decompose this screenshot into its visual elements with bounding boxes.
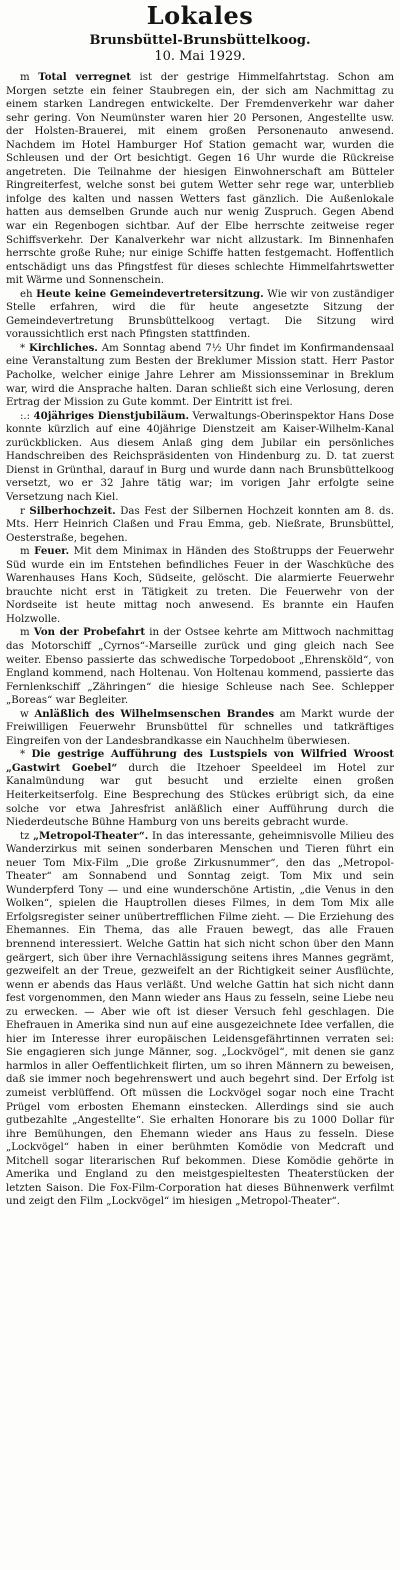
article-kicker: :.: bbox=[20, 410, 31, 422]
article-kicker: w bbox=[20, 708, 29, 720]
article-gastwirt-goebel bbox=[6, 748, 394, 829]
article-kicker: r bbox=[20, 505, 25, 517]
article-text: in der Ostsee kehrte am Mittwoch nachmittag das Motorschiff „Cyrnos“-Marseille zurück und ging gleich nach See weiter. Ebenso passierte das schwedische Torpedoboot „Ehrensköld“, von England kommend, nach Holtenau. Von Holtenau kommend, passierte das Fernlenkschiff „Zähringen“ die hiesige Schleuse nach See. Schlepper „Boreas“ war Begleiter. bbox=[6, 627, 394, 707]
articles-column bbox=[6, 71, 394, 1209]
article-feuer bbox=[6, 545, 394, 626]
article-metropol-theater bbox=[6, 830, 394, 1209]
article-total-verregnet bbox=[6, 71, 394, 288]
article-headline: Feuer. bbox=[34, 545, 70, 558]
article-text: Wie wir von zuständiger Stelle erfahren, wird die für heute angesetzte Sitzung der Gemeindevertretung Brunsbüttelkoog vertagt. Die Sitzung wird voraussichtlich erst nach Pfingsten stattfinden. bbox=[6, 288, 394, 341]
article-headline: Von der Probefahrt bbox=[33, 626, 146, 639]
article-kicker: tz bbox=[20, 830, 30, 842]
article-text: ist der gestrige Himmelfahrtstag. Schon am Morgen setzte ein feiner Staubregen ein, der sich am Nachmittag zu einem starken Landregen entwickelte. Der Fremdenverkehr war daher sehr gering. Von Neumünster waren hier 20 Personen, Angestellte usw. der Holsten-Brauerei, mit einem großen Personenauto anwesend. Nachdem im Hotel Hamburger Hof Station gemacht war, wurden die Schleusen und der Ort besichtigt. Gegen 16 Uhr wurde die Rückreise angetreten. Die Teilnahme der hiesigen Einwohnerschaft am Bütteler Ringreiterfest, welche sonst bei gutem Wetter sehr rege war, unterblieb infolge des kalten und nassen Wetters fast gänzlich. Die Außenlokale hatten aus demselben Grunde auch nur wenig Zuspruch. Gegen Abend war ein Regenbogen sichtbar. Auf der Elbe herrschte zeitweise reger Schiffsverkehr. Der Kanalverkehr war nicht allzustark. Im Binnenhafen herrschte große Ruhe; nur einige Schiffe hatten festgemacht. Hoffentlich entschädigt uns das Pfingstfest für dieses schlechte Himmelfahrtswetter mit Wärme und Sonnenschein. bbox=[6, 72, 394, 287]
article-headline: 40jähriges Dienstjubiläum. bbox=[33, 409, 190, 422]
article-headline: Anläßlich des Wilhelmsenschen Brandes bbox=[34, 707, 275, 720]
article-kicker: m bbox=[20, 627, 30, 639]
article-text: In das interessante, geheimnisvolle Milieu des Wanderzirkus mit seinen sonderbaren Menschen und Tieren führt ein neuer Tom Mix-Film „Die große Zirkusnummer“, den das „Metropol-Theater“ am Sonnabend und Sonntag zeigt. Tom Mix und sein Wunderpferd Tony — und eine wunderschöne Artistin, „die Venus in den Wolken“, spielen die Hauptrollen dieses Filmes, in dem Tom Mix alle Erfolgsregister seiner unübertrefflichen Filme zieht. — Die Erziehung des Ehemannes. Ein Thema, das alle Frauen bewegt, das alle Frauen brennend interessiert. Welche Gattin hat sich nicht schon über den Mann geärgert, sich über ihre Vernachlässigung seitens ihres Mannes gegrämt, gezweifelt an der Treue, gezweifelt an der Richtigkeit seiner Ausflüchte, wenn er abends das Haus verläßt. Und welche Gattin hat sich nicht dann fest vorgenommen, den Mann wieder ans Haus zu fesseln, seine Liebe neu zu erwecken. — Aber wie oft ist dieser Versuch fehl geschlagen. Die Ehefrauen in Amerika sind nun auf eine ausgezeichnete Idee verfallen, die hier im Interesse ihrer europäischen Leidensgefährtinnen verraten sei: Sie engagieren sich junge Männer, sog. „Lockvögel“, mit denen sie ganz harmlos in aller Oeffentlichkeit flirten, um so ihren Männern zu beweisen, daß sie immer noch begehrenswert und auch begehrt sind. Der Erfolg ist zumeist verblüffend. Oft müssen die Lockvögel sogar noch eine Tracht Prügel vom erbosten Ehemann einstecken. Allerdings sind sie auch gutbezahlte „Angestellte“. Sie erhalten Honorare bis zu 1000 Dollar für ihre Bemühungen, den Ehemann wieder ans Haus zu fesseln. Diese „Lockvögel“ haben in einer berühmten Komödie von Medcraft und Mitchell sogar literarischen Ruf bekommen. Diese Komödie gehörte in Amerika und England zu den meistgespieltesten Theaterstücken der letzten Saison. Die Fox-Film-Corporation hat dieses Bühnenwerk verfilmt und zeigt den Film „Lockvögel“ im hiesigen „Metropol-Theater“. bbox=[6, 830, 394, 1208]
article-headline: Silberhochzeit. bbox=[29, 504, 116, 517]
article-probefahrt bbox=[6, 626, 394, 707]
place-line: Brunsbüttel-Brunsbüttelkoog. bbox=[89, 33, 311, 48]
article-gemeindevertretersitzung bbox=[6, 288, 394, 342]
article-dienstjubilaeum bbox=[6, 410, 394, 505]
article-silberhochzeit bbox=[6, 505, 394, 546]
article-kicker: eh bbox=[20, 288, 33, 300]
article-text: am Markt wurde der Freiwilligen Feuerwehr Brunsbüttel für schnelles und tatkräftiges Eingreifen von der Landesbrandkasse ein Nauchhelm überwiesen. bbox=[6, 708, 395, 747]
article-text: Mit dem Minimax in Händen des Stoßtrupps der Feuerwehr Süd wurde ein im Entstehen befindliches Feuer in der Waschküche des Warenhauses Hans Koch, Südseite, gelöscht. Die alarmierte Feuerwehr brauchte nicht erst in Tätigkeit zu treten. Die Feuerwehr von der Nordseite ist heute mittag noch anwesend. Es brannte ein Haufen Holzwolle. bbox=[6, 546, 394, 625]
article-text: durch die Itzehoer Speeldeel im Hotel zur Kanalmündung war gut besucht und erzielte einen großen Heiterkeitserfolg. Eine Besprechung des Stückes erübrigt sich, da eine solche vor etwa Jahresfrist anläßlich einer Aufführung durch die Niederdeutsche Bühne Hamburg von uns bereits gebracht wurde. bbox=[6, 762, 394, 829]
date-line: 10. Mai 1929. bbox=[154, 49, 246, 64]
article-headline: „Metropol-Theater“. bbox=[33, 829, 149, 842]
article-headline: Total verregnet bbox=[38, 71, 131, 83]
article-kicker: m bbox=[20, 72, 30, 83]
article-headline: Die gestrige Aufführung des Lustspiels von Wilfried Wroost „Gastwirt Goebel“ bbox=[6, 748, 394, 774]
article-headline: Heute keine Gemeindevertretersitzung. bbox=[36, 287, 264, 300]
article-kicker: * bbox=[20, 749, 26, 761]
article-kicker: * bbox=[20, 342, 26, 354]
section-title: Lokales bbox=[146, 1, 254, 30]
article-text: Am Sonntag abend 7½ Uhr findet im Konfirmandensaal eine Veranstaltung zum Besten der Breklumer Mission statt. Herr Pastor Pacholke, welcher einige Jahre Lehrer am Missionsseminar in Breklum war, wird die Ansprache halten. Daran schließt sich eine Verlosung, deren Ertrag der Mission zu Gute kommt. Der Eintritt ist frei. bbox=[6, 342, 394, 409]
article-wilhelmsen-brand bbox=[6, 708, 394, 749]
article-kicker: m bbox=[20, 546, 30, 558]
article-text: Verwaltungs-Oberinspektor Hans Dose konnte kürzlich auf eine 40jährige Dienstzeit am Kaiser-Wilhelm-Kanal zurückblicken. Aus diesem Anlaß ging dem Jubilar ein persönliches Handschreiben des Reichspräsidenten von Hindenburg zu. D. tat zuerst Dienst in Grünthal, darauf in Burg und wurde dann nach Brunsbüttelkoog versetzt, wo er 32 Jahre tätig war; im vorigen Jahr erfolgte seine Versetzung nach Kiel. bbox=[6, 410, 394, 503]
article-kirchliches bbox=[6, 342, 394, 410]
article-headline: Kirchliches. bbox=[29, 341, 98, 354]
article-text: Das Fest der Silbernen Hochzeit konnten am 8. ds. Mts. Herr Heinrich Claßen und Frau Emma, geb. Nießrate, Brunsbüttel, Oesterstraße, begehen. bbox=[6, 505, 394, 544]
